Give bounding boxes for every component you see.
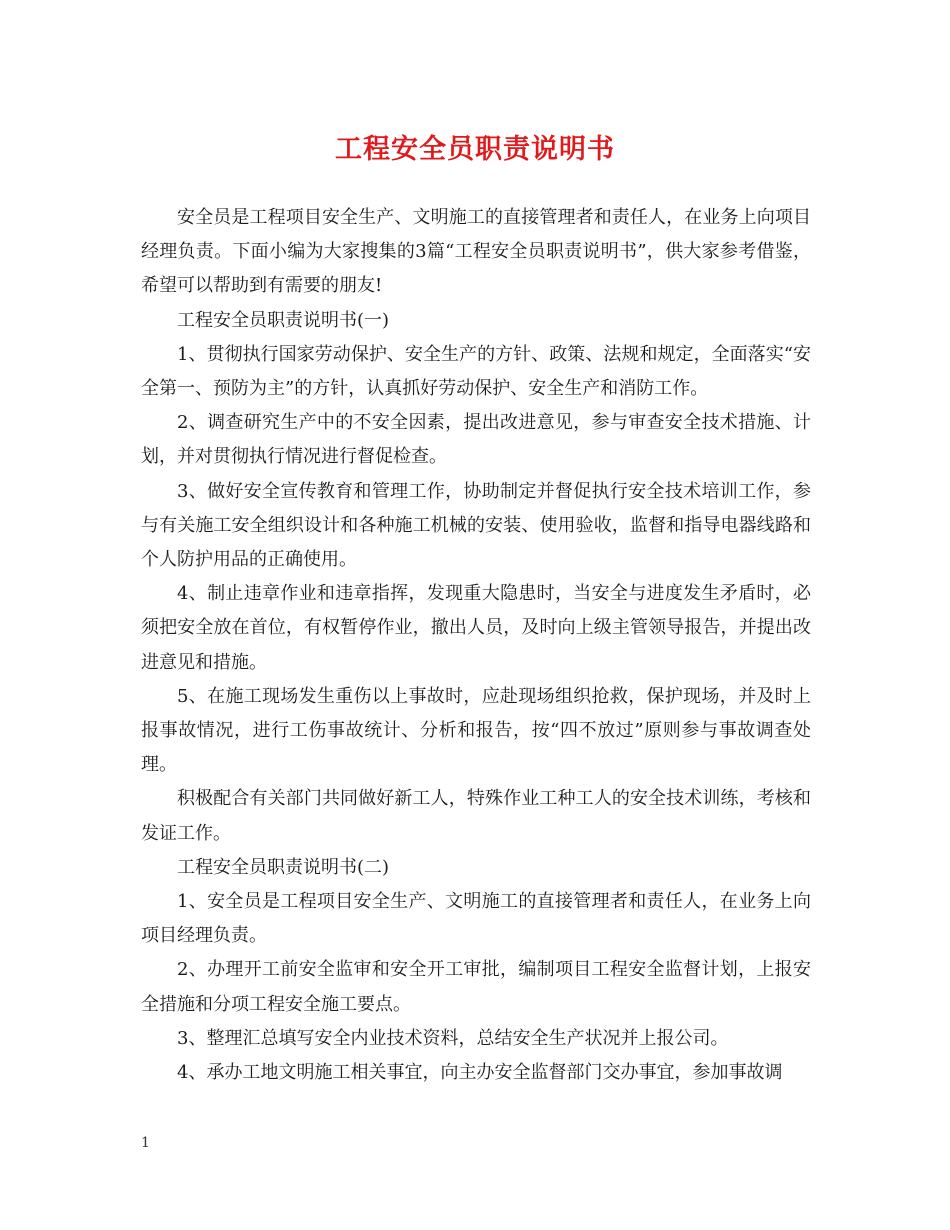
section-heading-1: 工程安全员职责说明书(一): [177, 309, 390, 331]
paragraph: 1、安全员是工程项目安全生产、文明施工的直接管理者和责任人，在业务上向项目经理负责。: [141, 891, 811, 947]
paragraph: 5、在施工现场发生重伤以上事故时，应赴现场组织抢救，保护现场，并及时上报事故情况，进行工伤事故统计、分析和报告，按“四不放过”原则参与事故调查处理。: [141, 685, 811, 776]
document-body: [141, 201, 811, 1090]
paragraph-intro: 安全员是工程项目安全生产、文明施工的直接管理者和责任人，在业务上向项目经理负责。下面小编为大家搜集的3篇“工程安全员职责说明书”，供大家参考借鉴，希望可以帮助到有需要的朋友!: [141, 207, 811, 297]
section-heading-2: 工程安全员职责说明书(二): [177, 856, 390, 878]
paragraph: 2、调查研究生产中的不安全因素，提出改进意见，参与审查安全技术措施、计划，并对贯彻执行情况进行督促检查。: [141, 412, 811, 468]
paragraph: 3、做好安全宣传教育和管理工作，协助制定并督促执行安全技术培训工作，参与有关施工安全组织设计和各种施工机械的安装、使用验收，监督和指导电器线路和个人防护用品的正确使用。: [141, 480, 811, 571]
paragraph: 4、制止违章作业和违章指挥，发现重大隐患时，当安全与进度发生矛盾时，必须把安全放在首位，有权暂停作业，撤出人员，及时向上级主管领导报告，并提出改进意见和措施。: [141, 583, 811, 673]
paragraph: 积极配合有关部门共同做好新工人，特殊作业工种工人的安全技术训练，考核和发证工作。: [141, 788, 811, 844]
document-title: 工程安全员职责说明书: [335, 134, 615, 165]
page-number: 1: [141, 1135, 150, 1151]
paragraph: 2、办理开工前安全监审和安全开工审批，编制项目工程安全监督计划，上报安全措施和分项工程安全施工要点。: [141, 959, 811, 1015]
paragraph: 3、整理汇总填写安全内业技术资料，总结安全生产状况并上报公司。: [177, 1027, 729, 1049]
paragraph: 1、贯彻执行国家劳动保护、安全生产的方针、政策、法规和规定，全面落实“安全第一、预防为主”的方针，认真抓好劳动保护、安全生产和消防工作。: [141, 343, 811, 400]
paragraph: 4、承办工地文明施工相关事宜，向主办安全监督部门交办事宜，参加事故调: [177, 1062, 783, 1084]
